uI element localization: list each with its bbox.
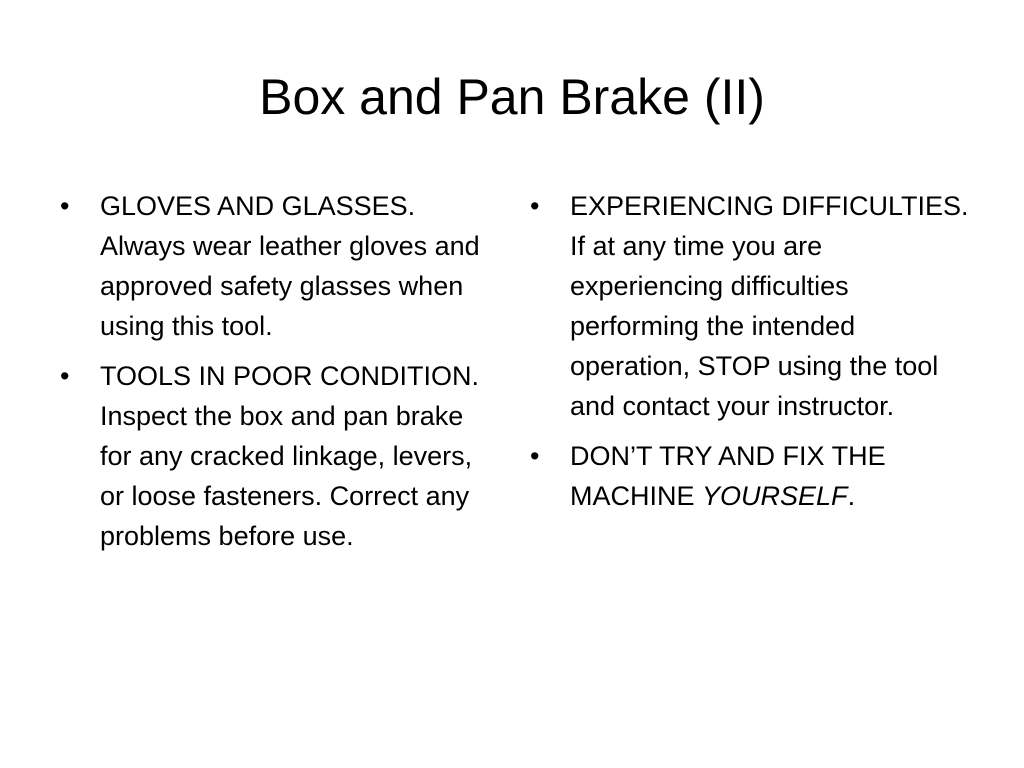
bullet-experiencing-difficulties	[526, 186, 976, 426]
bullet-gloves-and-glasses	[56, 186, 501, 346]
bullet-text	[570, 436, 976, 516]
bullet-text-suffix: .	[847, 481, 856, 511]
bullet-dot-icon: •	[530, 191, 540, 221]
bullet-text-emphasis: YOURSELF	[702, 481, 848, 511]
bullet-dont-fix-machine	[526, 436, 976, 516]
bullet-text: TOOLS IN POOR CONDITION. Inspect the box and pan brake for any cracked linkage, levers, or loose fasteners. Correct any problems before use.	[100, 361, 480, 551]
bullet-tools-in-poor-condition	[56, 356, 501, 556]
bullet-text: EXPERIENCING DIFFICULTIES. If at any time you are experiencing difficulties performing the intended operation, STOP using the tool and contact your instructor.	[570, 191, 969, 421]
left-bullet-list	[56, 186, 501, 566]
bullet-text-prefix: DON’T TRY AND FIX THE MACHINE	[570, 441, 886, 511]
right-bullet-list	[526, 186, 976, 526]
slide-title: Box and Pan Brake (II)	[259, 69, 765, 125]
bullet-dot-icon: •	[60, 191, 70, 221]
bullet-dot-icon: •	[530, 441, 540, 471]
bullet-dot-icon: •	[60, 361, 70, 391]
bullet-text: GLOVES AND GLASSES. Always wear leather gloves and approved safety glasses when using this tool.	[100, 191, 480, 341]
